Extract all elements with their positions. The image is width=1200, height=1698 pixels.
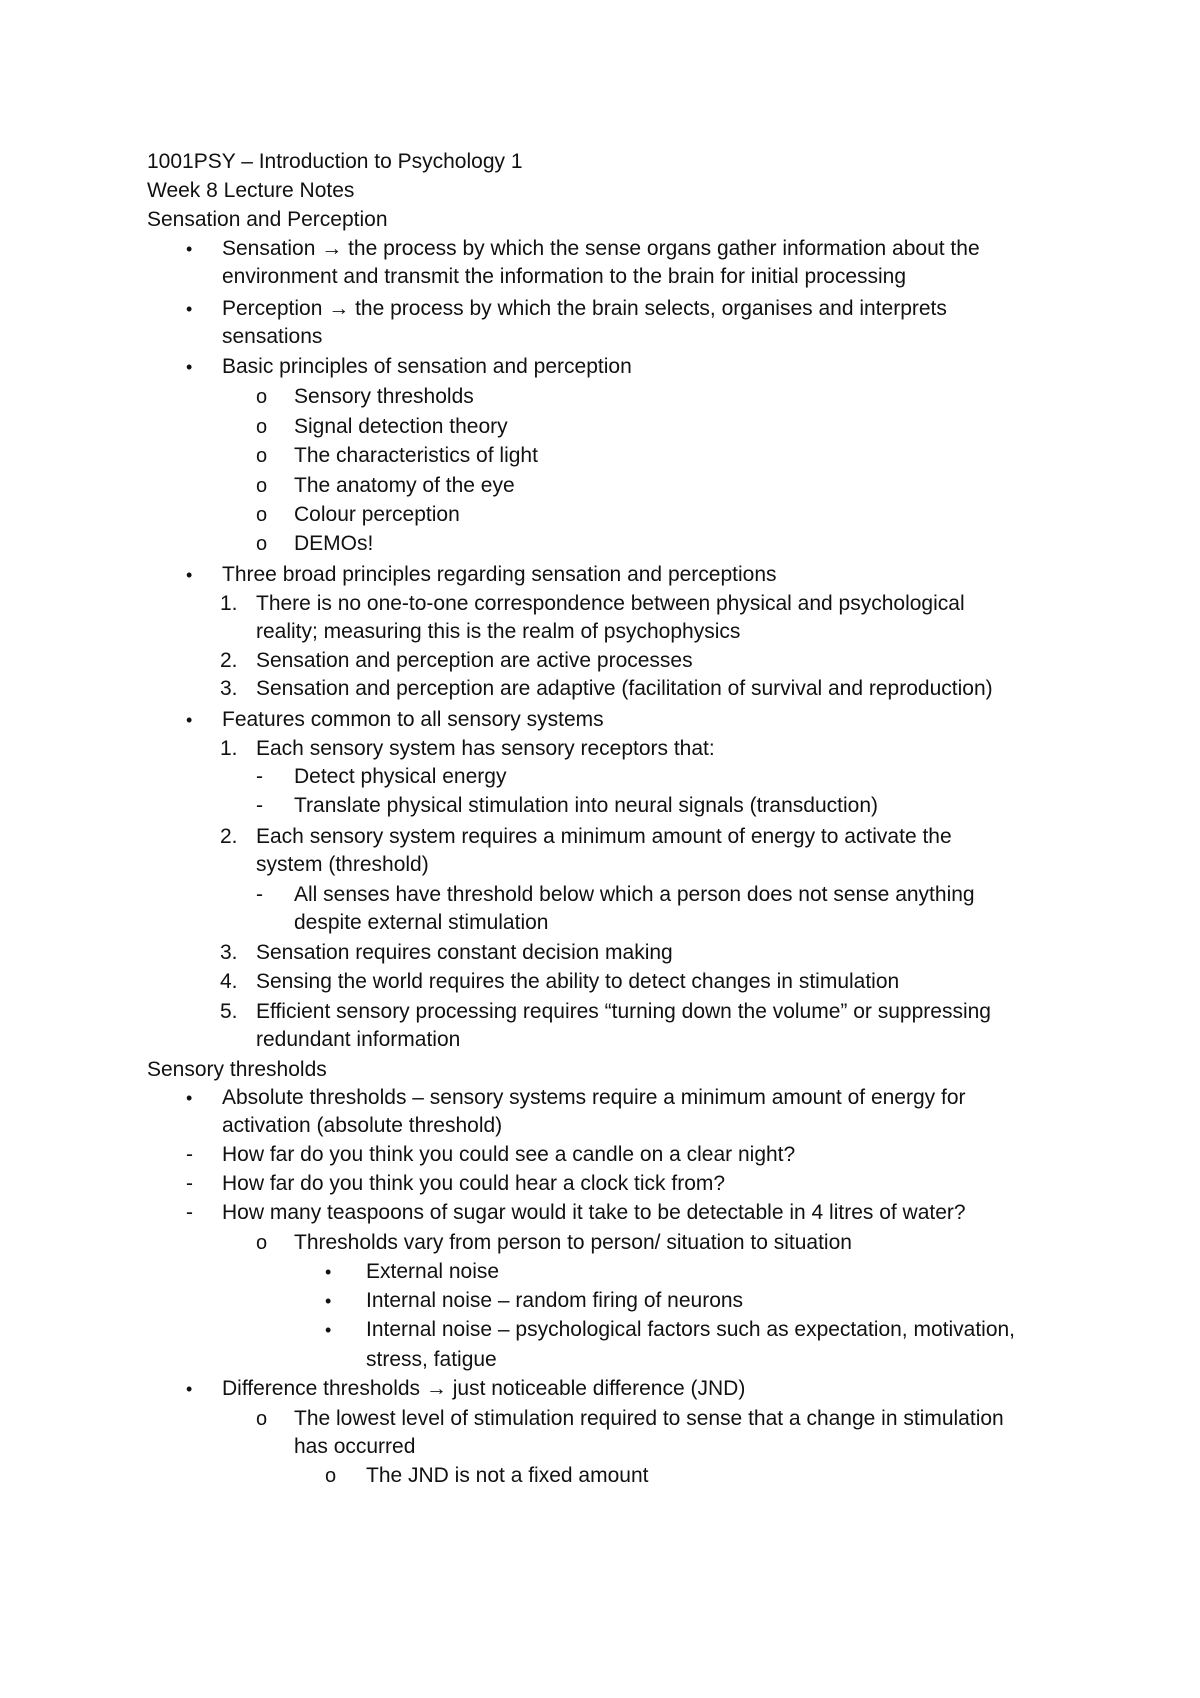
document-subtitle: Week 8 Lecture Notes [147,179,355,202]
dash-marker: - [256,883,263,906]
bullet-icon: • [186,239,193,259]
list-item-text: The JND is not a fixed amount [366,1464,649,1487]
list-item-text: Thresholds vary from person to person/ situation to situation [294,1231,852,1254]
sub-bullet-icon: o [256,533,268,555]
list-item-text: How far do you think you could hear a clock tick from? [222,1172,726,1195]
list-item-text: Sensory thresholds [294,385,474,408]
list-item-text: How many teaspoons of sugar would it take to be detectable in 4 litres of water? [222,1201,966,1224]
list-item-text: Each sensory system requires a minimum amount of energy to activate the [256,825,952,848]
bullet-icon: • [186,357,193,377]
dash-marker: - [186,1172,193,1195]
list-number: 3. [220,941,238,964]
list-item-text: Translate physical stimulation into neural signals (transduction) [294,794,879,817]
dash-marker: - [186,1201,193,1224]
list-item-text: Absolute thresholds – sensory systems require a minimum amount of energy for [222,1086,966,1109]
list-item-text: Perception → the process by which the brain selects, organises and interprets [222,297,947,320]
list-number: 1. [220,737,238,760]
sub-bullet-icon: o [256,416,268,438]
dash-marker: - [256,794,263,817]
bullet-icon: • [325,1320,332,1340]
sub-bullet-icon: o [256,475,268,497]
sub-bullet-icon: o [256,1232,268,1254]
list-number: 2. [220,825,238,848]
list-item-text: Signal detection theory [294,415,508,438]
sub-bullet-icon: o [256,1408,268,1430]
list-item-text: DEMOs! [294,532,374,555]
list-item-text: Colour perception [294,503,460,526]
list-item-text: Internal noise – psychological factors such as expectation, motivation, [366,1318,1016,1341]
list-item-text: redundant information [256,1028,461,1051]
list-item-text: has occurred [294,1435,416,1458]
list-item-text: stress, fatigue [366,1348,497,1371]
list-item-text: Internal noise – random firing of neurons [366,1289,744,1312]
sub-bullet-icon: o [256,504,268,526]
sub-bullet-icon: o [256,386,268,408]
list-item-text: Three broad principles regarding sensation and perceptions [222,563,777,586]
list-item-text: despite external stimulation [294,911,549,934]
list-item-text: Features common to all sensory systems [222,708,604,731]
list-item-text: Sensing the world requires the ability to detect changes in stimulation [256,970,900,993]
dash-marker: - [186,1143,193,1166]
list-number: 1. [220,592,238,615]
section-heading: Sensation and Perception [147,208,388,231]
list-item-text: reality; measuring this is the realm of psychophysics [256,620,741,643]
list-number: 2. [220,649,238,672]
list-item-text: Sensation and perception are active processes [256,649,693,672]
list-item-text: Difference thresholds → just noticeable difference (JND) [222,1377,746,1400]
dash-marker: - [256,765,263,788]
bullet-icon: • [186,1088,193,1108]
bullet-icon: • [325,1291,332,1311]
bullet-icon: • [186,710,193,730]
list-item-text: The lowest level of stimulation required to sense that a change in stimulation [294,1407,1004,1430]
list-item-text: Sensation requires constant decision making [256,941,673,964]
list-item-text: External noise [366,1260,500,1283]
list-item-text: system (threshold) [256,853,429,876]
list-item-text: Efficient sensory processing requires “turning down the volume” or suppressing [256,1000,991,1023]
bullet-icon: • [186,1379,193,1399]
list-item-text: activation (absolute threshold) [222,1114,503,1137]
list-number: 3. [220,677,238,700]
list-item-text: Basic principles of sensation and perception [222,355,632,378]
list-item-text: There is no one-to-one correspondence between physical and psychological [256,592,965,615]
section-heading: Sensory thresholds [147,1058,327,1081]
list-item-text: The anatomy of the eye [294,474,515,497]
list-item-text: sensations [222,325,323,348]
list-item-text: Sensation → the process by which the sense organs gather information about the [222,237,980,260]
bullet-icon: • [325,1262,332,1282]
sub-bullet-icon: o [256,445,268,467]
list-number: 5. [220,1000,238,1023]
list-item-text: How far do you think you could see a candle on a clear night? [222,1143,796,1166]
sub-bullet-icon: o [325,1465,337,1487]
list-item-text: Detect physical energy [294,765,507,788]
list-item-text: Each sensory system has sensory receptors that: [256,737,715,760]
bullet-icon: • [186,299,193,319]
list-item-text: Sensation and perception are adaptive (facilitation of survival and reproduction) [256,677,993,700]
document-title: 1001PSY – Introduction to Psychology 1 [147,150,523,173]
list-item-text: All senses have threshold below which a person does not sense anything [294,883,975,906]
list-item-text: environment and transmit the information to the brain for initial processing [222,265,907,288]
list-item-text: The characteristics of light [294,444,538,467]
bullet-icon: • [186,565,193,585]
list-number: 4. [220,970,238,993]
